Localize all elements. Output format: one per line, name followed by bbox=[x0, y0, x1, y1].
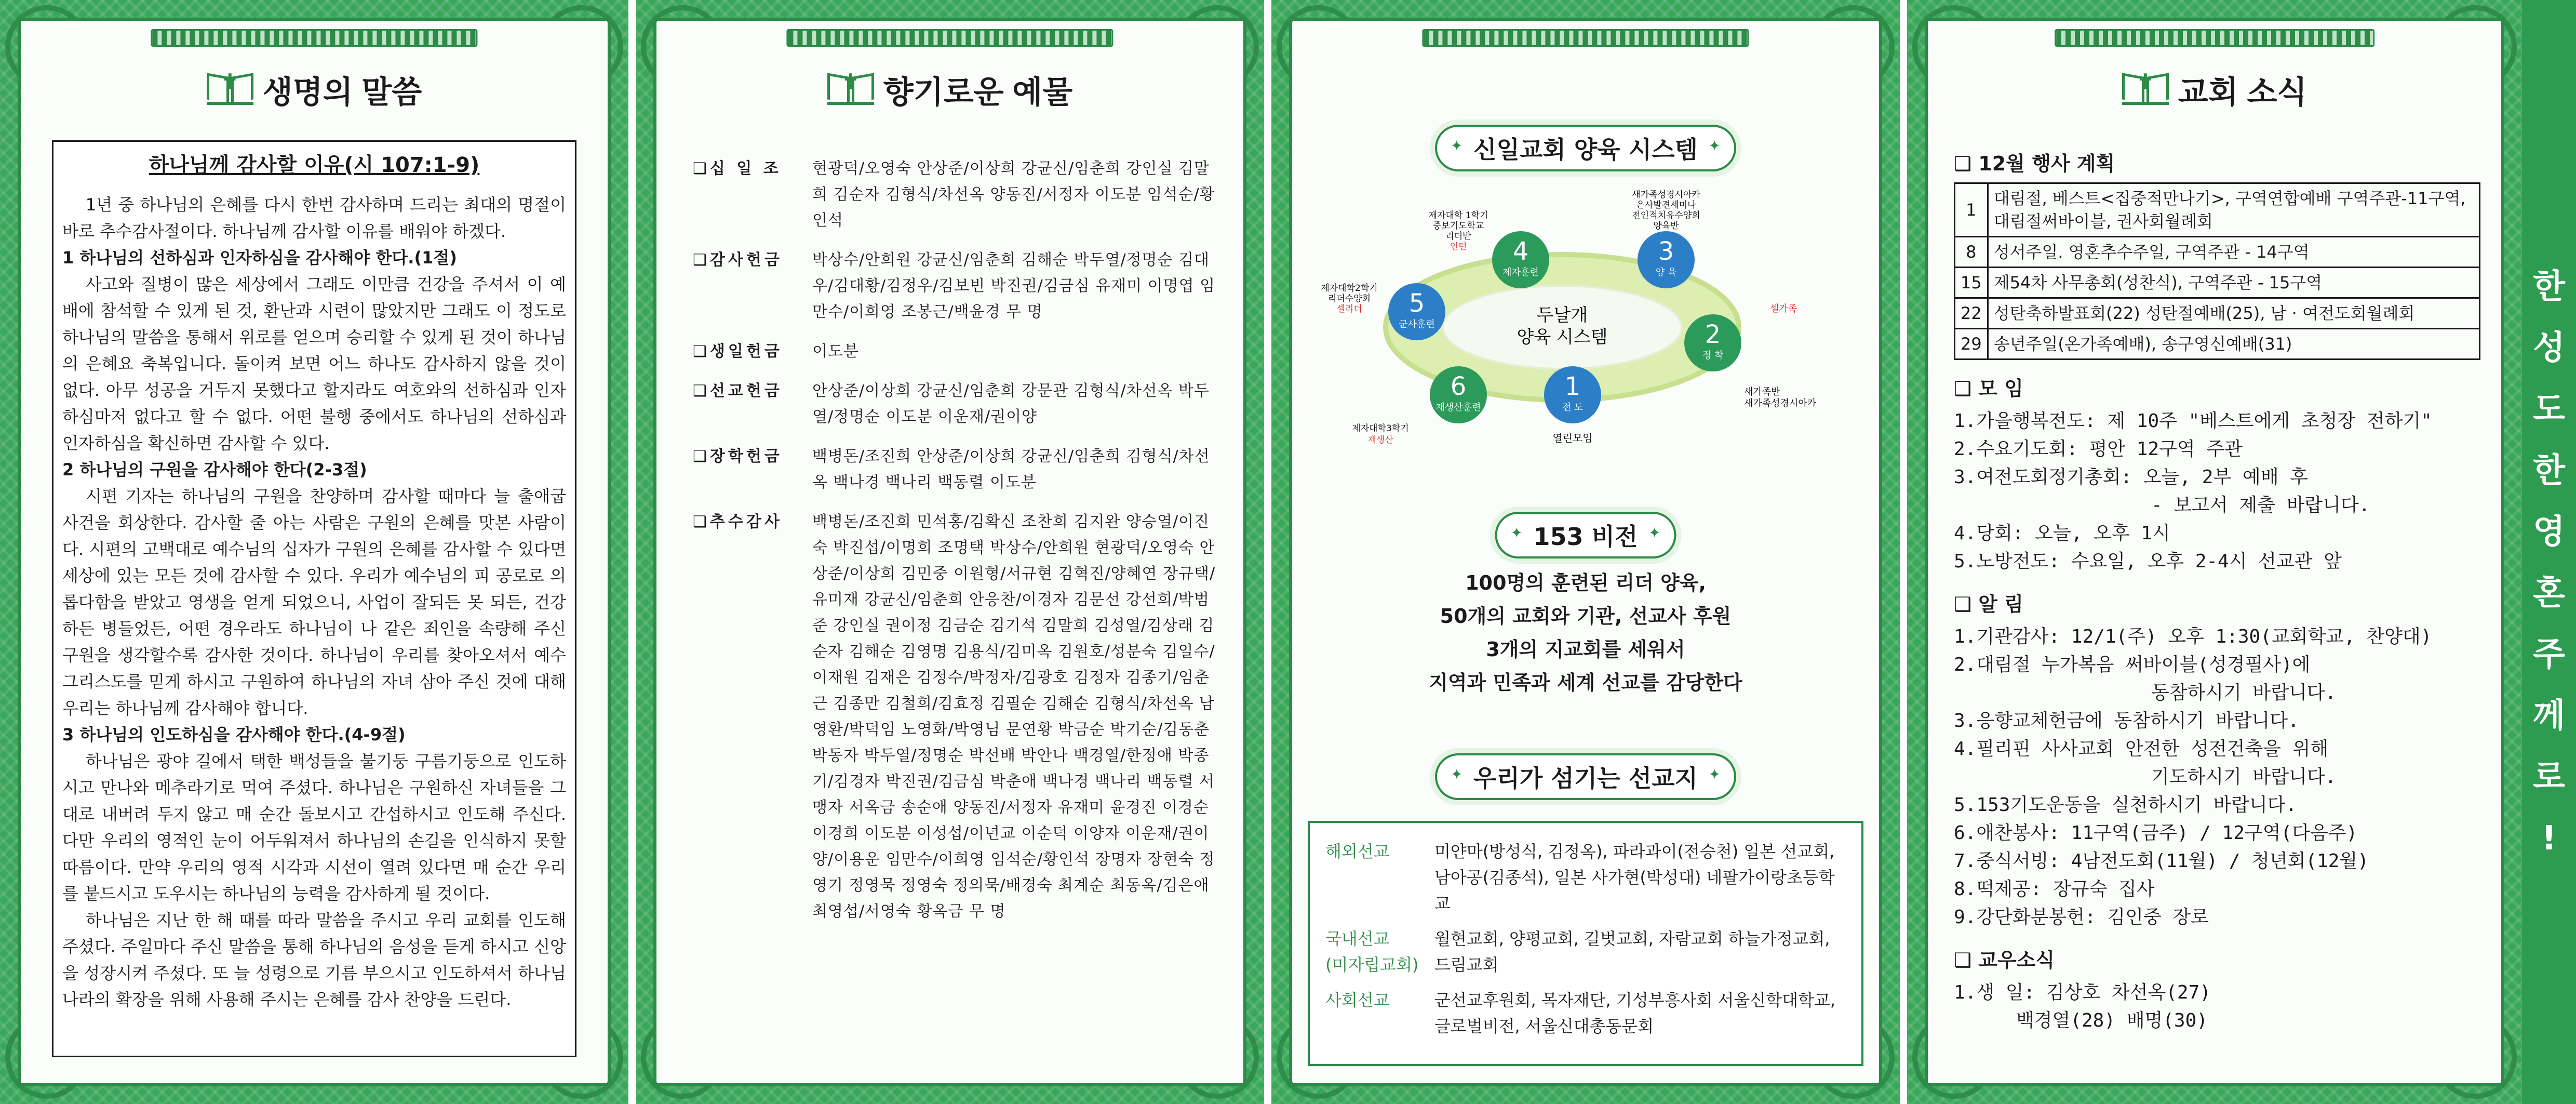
table-row bbox=[1955, 298, 2480, 329]
step-label: 제자훈련 bbox=[1502, 267, 1539, 278]
offering-row bbox=[693, 378, 1217, 430]
panel-heading bbox=[1907, 68, 2522, 112]
offering-row bbox=[693, 444, 1217, 496]
step-note: 새가족성경시아카 bbox=[1632, 190, 1700, 200]
notice-item: 7.중식서빙: 4남전도회(11월) / 청년회(12월) bbox=[1954, 850, 2369, 872]
event-day: 15 bbox=[1955, 268, 1988, 298]
sermon-intro: 1년 중 하나님의 은혜를 다시 한번 감사하며 드리는 최대의 명절이 바로 추수감사절이다. 하나님께 감사할 이유를 배워야 하겠다. bbox=[62, 195, 566, 241]
slogan-char: 께 bbox=[2533, 696, 2565, 735]
step-3-node bbox=[1638, 231, 1695, 288]
offering-names: 백병돈/조진희 민석홍/김확신 조찬희 김지완 양승열/이진숙 박진섭/이명희 조명택 박상수/안희원 현광덕/오영숙 안상준/이상희 김민중 이원형/서규현 김혁진/양혜연 장규택/유미재 강균신/임춘희 안응찬/이경자 김문선 강선희/박범준 강인실 권이정 김금순 김기석 김말희 김성열/김상래 김순자 김해순 김영명 김용식/김미옥 김원호/성분숙 김일수/이재원 김재은 김정수/박정자/김광호 김정자 김종기/임춘근 김종만 김철희/김효정 김필순 김해순 김형식/차선옥 남영환/박덕임 노영화/박영님 문연황 박금순 박기순/김동춘 박동자 박두열/정명순 박선배 박안나 백경열/한정애 박종기/김경자 박진권/김금심 박춘애 백나경 백나리 백동렬 서맹자 서옥금 송순애 양동진/서정자 유재미 윤경진 이경순 이경희 이도분 이성섭/이년교 이순덕 이양자 이운재/권이양/이용운 임만수/이희영 임석순/황인석 장명자 장현숙 정영기 정영묵 정영숙 정의묵/배경숙 최계순 최동옥/김은애 최영섭/서영숙 황옥금 무 명 bbox=[812, 513, 1216, 921]
slogan-char: 로 bbox=[2533, 757, 2565, 796]
step-label: 정 착 bbox=[1702, 350, 1724, 361]
step-label: 전 도 bbox=[1562, 402, 1584, 413]
step-4-node bbox=[1492, 231, 1549, 288]
notice-item: 9.강단화분봉헌: 김인중 장로 bbox=[1954, 907, 2209, 928]
meeting-item: 4.당회: 오늘, 오후 1시 bbox=[1954, 523, 2170, 544]
notices-title: ❑ 알 림 bbox=[1954, 588, 2480, 617]
events-title: ❑ 12월 행사 계획 bbox=[1954, 148, 2480, 176]
step-5-node bbox=[1388, 283, 1445, 340]
slogan-char: 한 bbox=[2533, 267, 2565, 306]
notice-item: 4.필리핀 사사교회 안전한 성전건축을 위해 bbox=[1954, 738, 2329, 760]
notice-item: 6.애찬봉사: 11구역(금주) / 12구역(다음주) bbox=[1954, 822, 2358, 844]
notice-item: 5.153기도운동을 실천하시기 바랍니다. bbox=[1954, 794, 2297, 816]
offering-category: ❑ 장학헌금 bbox=[693, 444, 812, 496]
panel-title: 생명의 말씀 bbox=[262, 75, 422, 110]
center-label-line: 양육 시스템 bbox=[1517, 327, 1608, 348]
top-ornament bbox=[151, 29, 477, 47]
panel-church-news bbox=[1907, 0, 2522, 1104]
mission-text: 미얀마(방성식, 김정옥), 파라과이(전승천) 일본 선교회, 남아공(김종석), 일본 사가현(박성대) 네팔가이랑초등학교 bbox=[1434, 842, 1835, 913]
step-number: 2 bbox=[1705, 320, 1721, 349]
sermon-body bbox=[62, 192, 566, 1013]
step-note: 재생산 bbox=[1367, 435, 1393, 445]
meetings-title: ❑ 모 임 bbox=[1954, 373, 2480, 401]
system-title: ✦ 신일교회 양육 시스템 ✦ bbox=[1435, 125, 1736, 171]
step-note: 새가족성경시아카 bbox=[1744, 398, 1817, 409]
event-day: 22 bbox=[1955, 298, 1988, 329]
notice-item: 1.기관감사: 12/1(주) 오후 1:30(교회학교, 찬양대) bbox=[1954, 626, 2432, 647]
offering-category: ❑ 추수감사 bbox=[693, 509, 812, 925]
discipleship-diagram bbox=[1303, 187, 1869, 478]
step-note: 셀리더 bbox=[1336, 304, 1362, 314]
mission-box bbox=[1308, 821, 1863, 1066]
panel-title: 교회 소식 bbox=[2178, 75, 2307, 110]
offering-row bbox=[693, 247, 1217, 325]
meeting-item: 2.수요기도회: 평안 12구역 주관 bbox=[1954, 438, 2243, 460]
step-note: 양육반 bbox=[1653, 221, 1679, 231]
vision-line: 100명의 훈련된 리더 양육, bbox=[1465, 571, 1706, 594]
step-note: 중보기도학교 bbox=[1432, 221, 1484, 231]
offering-names: 백병돈/조진희 안상준/이상희 강균신/임춘희 김형식/차선옥 백나경 백나리 백동렬 이도분 bbox=[812, 447, 1210, 491]
notice-item: 2.대림절 누가복음 써바이블(성경필사)에 bbox=[1954, 654, 2311, 675]
sermon-content bbox=[62, 145, 566, 1013]
offering-category: ❑ 십 일 조 bbox=[693, 156, 812, 234]
vision-line: 3개의 지교회를 세워서 bbox=[1486, 638, 1685, 661]
notice-item: 기도하시기 바랍니다. bbox=[2151, 766, 2337, 788]
slogan-char: 성 bbox=[2533, 328, 2565, 367]
offering-row bbox=[693, 156, 1217, 234]
offering-category: ❑ 선교헌금 bbox=[693, 378, 812, 430]
mission-row bbox=[1325, 987, 1846, 1039]
bible-icon: ✝ bbox=[827, 75, 874, 105]
mission-label: 사회선교 bbox=[1325, 990, 1390, 1010]
point-2-heading: 2 하나님의 구원을 감사해야 한다(2-3절) bbox=[62, 460, 367, 480]
slogan-char: 한 bbox=[2533, 451, 2565, 490]
mission-label: 국내선교 (미자립교회) bbox=[1325, 929, 1419, 975]
offering-row bbox=[693, 509, 1217, 925]
event-text: 대림절, 베스트<집중적만나기>, 구역연합예배 구역주관-11구역, 대림절써바이블, 권사회월례회 bbox=[1988, 183, 2479, 237]
step-number: 6 bbox=[1450, 372, 1467, 401]
top-ornament bbox=[2055, 29, 2374, 47]
news-content bbox=[1954, 135, 2480, 1035]
step-note: 제자대학3학기 bbox=[1352, 423, 1409, 434]
event-text: 성탄축하발표회(22) 성탄절예배(25), 남 · 여전도회월례회 bbox=[1988, 298, 2479, 329]
notice-item: 3.응향교체헌금에 동참하시기 바랍니다. bbox=[1954, 710, 2299, 731]
step-number: 3 bbox=[1658, 237, 1674, 266]
step-1-node bbox=[1544, 366, 1601, 423]
bible-icon: ✝ bbox=[207, 75, 253, 105]
meeting-item: - 보고서 제출 바랍니다. bbox=[2151, 495, 2370, 516]
member-item: 1.생 일: 김상호 차선옥(27) bbox=[1954, 982, 2211, 1003]
panel-offerings bbox=[636, 0, 1264, 1104]
event-text: 송년주일(온가족예배), 송구영신예배(31) bbox=[1988, 329, 2479, 360]
offering-names: 안상준/이상희 강균신/임춘희 강문관 김형식/차선옥 박두열/정명순 이도분 이운재/권이양 bbox=[812, 382, 1210, 426]
step-note: 전인적치유수양회 bbox=[1632, 210, 1700, 221]
step-number: 5 bbox=[1408, 289, 1425, 318]
offering-category: ❑ 감사헌금 bbox=[693, 247, 812, 325]
vision-text bbox=[1271, 566, 1900, 699]
table-row bbox=[1955, 237, 2480, 268]
panel-discipleship bbox=[1271, 0, 1900, 1104]
mission-row bbox=[1325, 926, 1846, 978]
events-table bbox=[1954, 182, 2480, 360]
notice-item: 8.떡제공: 장규숙 집사 bbox=[1954, 879, 2155, 900]
event-text: 성서주일. 영혼추수주일, 구역주관 - 14구역 bbox=[1988, 237, 2479, 268]
offering-names: 박상수/안희원 강균신/임춘희 김해순 박두열/정명순 김대우/김대황/김정우/김보빈 박진권/김금심 유재미 이명엽 임만수/이희영 조봉근/백윤경 무 명 bbox=[812, 251, 1216, 321]
offering-row bbox=[693, 339, 1217, 365]
step-note: 은사발견세미나 bbox=[1636, 200, 1696, 210]
center-label-line: 두날개 bbox=[1536, 305, 1588, 326]
meeting-item: 1.가을행복전도: 제 10주 "베스트에게 초청장 전하기" bbox=[1954, 410, 2432, 432]
slogan-char: 주 bbox=[2533, 635, 2565, 674]
mission-title: ✦ 우리가 섬기는 선교지 ✦ bbox=[1435, 753, 1736, 800]
step-note: 리더수양회 bbox=[1327, 294, 1371, 304]
mission-label: 해외선교 bbox=[1325, 842, 1390, 861]
point-1-body: 사고와 질병이 많은 세상에서 그래도 이만큼 건강을 주셔서 이 예배에 참석할 수 있게 된 것, 환난과 시련이 많았지만 그래도 이 정도로 하나님의 말씀을 통해서 위로를 얻으며 승리할 수 있게 된 것이 하나님의 은혜요 축복입니다. 돌이켜 보면 어느 하나도 감사하지 않을 것이 없다. 아무 성공을 거두지 못했다고 할지라도 여호와의 선하심과 인자하심마저 없다고 할 수 없다. 어떤 불행 중에서도 하나님의 선하심과 인자하심을 확신하면 감사할 수 있다. bbox=[62, 274, 566, 453]
step-6-node bbox=[1430, 366, 1487, 423]
vision-line: 50개의 교회와 기관, 선교사 후원 bbox=[1440, 605, 1732, 628]
point-1-heading: 1 하나님의 선하심과 인자하심을 감사해야 한다.(1절) bbox=[62, 248, 457, 268]
members-title: ❑ 교우소식 bbox=[1954, 944, 2480, 973]
offering-category: ❑ 생일헌금 bbox=[693, 339, 812, 365]
point-2-body: 시편 기자는 하나님의 구원을 찬양하며 감사할 때마다 늘 출애굽 사건을 회상한다. 감사할 줄 아는 사람은 구원의 은혜를 맛본 사람이다. 시편의 고백대로 예수님의 십자가 구원의 은혜를 감사할 수 있다면 세상에 있는 모든 것에 감사할 수 있다. 우리가 예수님의 피 공로로 의롭다함을 받았고 영생을 얻게 되었으니, 사업이 잘되든 못 되든, 건강하든 병들었든, 어떤 경우라도 하나님이 나 같은 죄인을 속량해 주신 구원을 생각할수록 감사한 것이다. 하나님이 우리를 찾아오셔서 예수 그리스도를 믿게 하시고 구원하여 하나님의 자녀 삼아 주신 것에 대해 우리는 하나님께 감사해야 합니다. bbox=[62, 486, 566, 718]
point-3-heading: 3 하나님의 인도하심을 감사해야 한다.(4-9절) bbox=[62, 725, 406, 744]
vision-line: 지역과 민족과 세계 선교를 감당한다 bbox=[1429, 671, 1742, 694]
slogan-char: 도 bbox=[2533, 390, 2565, 429]
mission-text: 군선교후원회, 목자재단, 기성부흥사회 서울신학대학교, 글로벌비전, 서울신대총동문회 bbox=[1434, 990, 1836, 1036]
point-3-body: 하나님은 광야 길에서 택한 백성들을 불기둥 구름기둥으로 인도하시고 만나와 메추라기로 먹여 주셨다. 하나님은 구원하신 자녀들을 그대로 내버려 두지 않고 매 순간 돌보시고 간섭하시고 인도해 주신다. 다만 우리의 영적인 눈이 어두워져서 하나님의 손길을 인식하지 못할 따름이다. 만약 우리의 영적 시각과 시선이 열려 있다면 매 순간 우리를 붙드시고 도우시는 하나님의 능력을 감사하게 될 것이다. bbox=[62, 751, 566, 903]
cell-family-label: 셀가족 bbox=[1770, 303, 1797, 314]
step-note: 제자대학2학기 bbox=[1321, 283, 1378, 294]
mission-row bbox=[1325, 839, 1846, 916]
sermon-closing: 하나님은 지난 한 해 때를 따라 말씀을 주시고 우리 교회를 인도해 주셨다. 주일마다 주신 말씀을 통해 하나님의 음성을 듣게 하시고 신앙을 성장시켜 주셨다. 또 늘 성령으로 기름 부으시고 인도하셔서 하나님 나라의 확장을 위해 사용해 주시는 은혜를 감사 찬양을 드린다. bbox=[62, 910, 566, 1009]
event-day: 8 bbox=[1955, 237, 1988, 268]
sermon-title: 하나님께 감사할 이유(시 107:1-9) bbox=[149, 153, 480, 177]
step-number: 1 bbox=[1564, 372, 1581, 401]
event-day: 1 bbox=[1955, 183, 1988, 237]
meeting-item: 3.여전도회정기총회: 오늘, 2부 예배 후 bbox=[1954, 467, 2308, 488]
event-day: 29 bbox=[1955, 329, 1988, 360]
side-slogan-strip bbox=[2522, 0, 2576, 1104]
offering-names: 이도분 bbox=[812, 342, 859, 361]
member-item: 백경열(28) 배명(30) bbox=[2016, 1010, 2208, 1031]
step-label: 양 육 bbox=[1655, 267, 1677, 278]
meeting-item: 5.노방전도: 수요일, 오후 2-4시 선교관 앞 bbox=[1954, 551, 2342, 572]
step-note: 인턴 bbox=[1450, 242, 1467, 252]
top-ornament bbox=[1422, 29, 1749, 47]
table-row bbox=[1955, 268, 2480, 298]
vision-title: ✦ 153 비전 ✦ bbox=[1495, 512, 1676, 558]
step-2-node bbox=[1684, 314, 1741, 371]
step-note: 열린모임 bbox=[1552, 432, 1593, 444]
table-row bbox=[1955, 329, 2480, 360]
step-note: 리더반 bbox=[1445, 231, 1471, 242]
panel-heading bbox=[636, 68, 1264, 112]
top-ornament bbox=[786, 29, 1113, 47]
panel-word-of-life bbox=[0, 0, 628, 1104]
offerings-list bbox=[693, 156, 1217, 938]
mission-text: 월현교회, 양평교회, 길벗교회, 자람교회 하늘가정교회, 드림교회 bbox=[1434, 929, 1830, 975]
event-text: 제54차 사무총회(성찬식), 구역주관 - 15구역 bbox=[1988, 268, 2479, 298]
step-note: 제자대학 1학기 bbox=[1428, 210, 1488, 221]
slogan-char: 영 bbox=[2533, 512, 2565, 551]
table-row bbox=[1955, 183, 2480, 237]
panel-heading bbox=[0, 68, 628, 112]
bible-icon: ✝ bbox=[2122, 75, 2169, 105]
notice-item: 동참하시기 바랍니다. bbox=[2151, 682, 2337, 703]
step-number: 4 bbox=[1512, 237, 1529, 266]
slogan-char: 혼 bbox=[2533, 574, 2565, 613]
offering-names: 현광덕/오영숙 안상준/이상희 강균신/임춘희 강인실 김말희 김순자 김형식/차선옥 양동진/서정자 이도분 임석순/황인석 bbox=[812, 159, 1215, 230]
step-note: 새가족반 bbox=[1744, 387, 1780, 397]
step-label: 군사훈련 bbox=[1399, 319, 1435, 330]
panel-title: 향기로운 예물 bbox=[883, 75, 1073, 110]
step-label: 재생산훈련 bbox=[1435, 402, 1481, 413]
slogan-char: ! bbox=[2541, 819, 2557, 858]
